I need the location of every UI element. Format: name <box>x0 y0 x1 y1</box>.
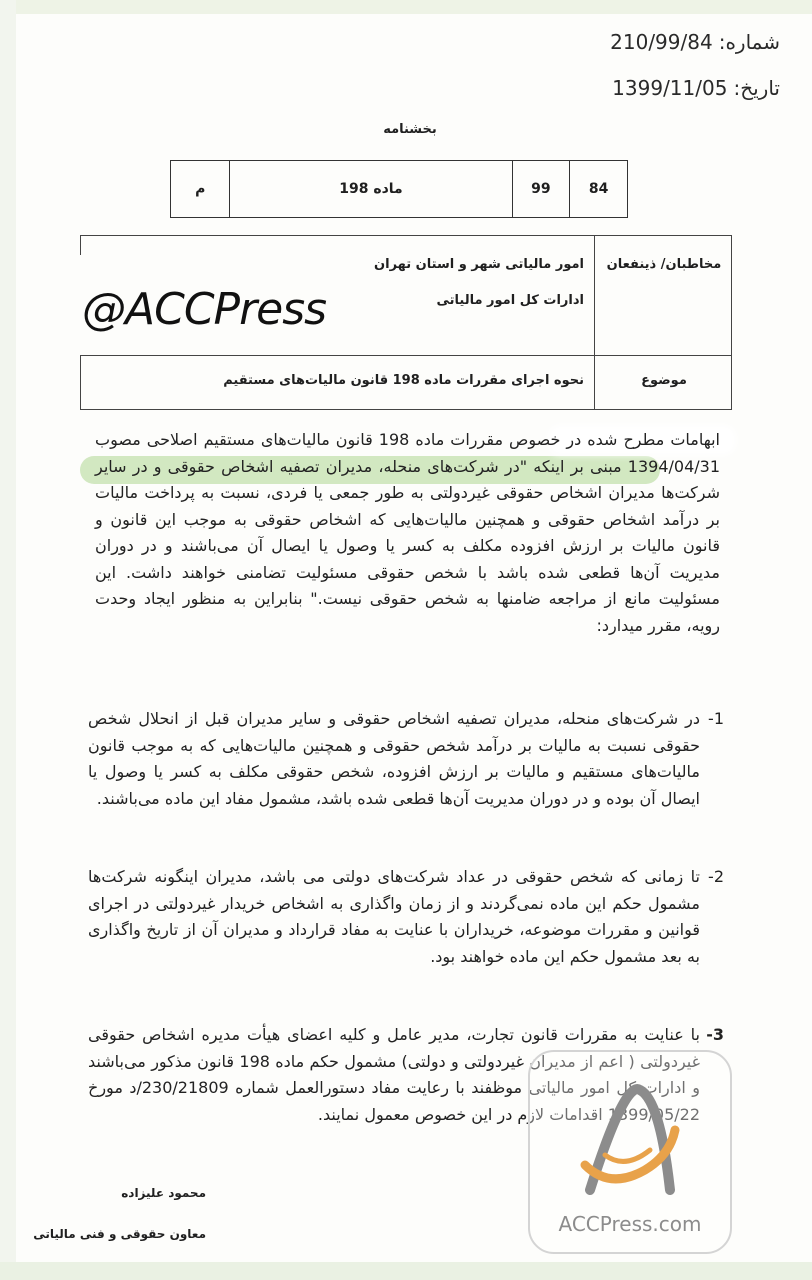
subject-text: نحوه اجرای مقررات ماده 198 قانون مالیات‌های مستقیم <box>223 373 584 388</box>
clause-text: تا زمانی که شخص حقوقی در عداد شرکت‌های دولتی می باشد، مدیران اینگونه شرکت‌ها مشمول حکم این ماده نمی‌گردند و از زمان واگذاری به اشخاص خریدار غیردولتی در اجرای قوانین و مقررات موضوعه، خریداران با عنایت به مفاد قرارداد و مدیران آن از تاریخ واگذاری به بعد مشمول حکم این ماده خواهند بود. <box>88 867 700 966</box>
letter-date-label: تاریخ: <box>733 76 780 100</box>
clause-1 <box>88 706 724 812</box>
logo-text: ACCPress.com <box>558 1212 702 1236</box>
accpress-logo <box>528 1050 732 1254</box>
clause-text: در شرکت‌های منحله، مدیران تصفیه اشخاص حقوقی و سایر مدیران قبل از انحلال شخص حقوقی نسبت به مالیات بر درآمد شخص حقوقی و همچنین مالیات‌هایی که به موجب قانون مالیات‌های مستقیم و مالیات بر ارزش افزوده، شخص حقوقی مکلف به کسر یا وصول یا ایصال آن بوده و در دوران مدیریت آن‌ها قطعی شده باشد، مشمول مفاد این ماده می‌باشند. <box>88 709 700 808</box>
code-cell-letter: م <box>171 161 230 218</box>
circular-code-table <box>170 160 628 218</box>
clause-number: -1 <box>708 709 724 728</box>
table-border <box>80 235 81 255</box>
letter-number <box>610 30 780 54</box>
logo-mark-icon <box>570 1070 690 1210</box>
document-type-title: بخشنامه <box>383 122 437 137</box>
table-border <box>80 355 81 410</box>
intro-paragraph: ابهامات مطرح شده در خصوص مقررات ماده 198 قانون مالیات‌های مستقیم اصلاحی مصوب 1394/04/31 مبنی بر اینکه "در شرکت‌های منحله، مدیران تصفیه اشخاص حقوقی و در سایر شرکت‌ها مدیران اشخاص حقوقی غیردولتی به طور جمعی یا فردی، نسبت به پرداخت مالیات بر درآمد اشخاص حقوقی و همچنین مالیات‌هایی که اشخاص حقوقی به موجب این قانون و قانون مالیات بر ارزش افزوده مکلف به کسر یا وصول یا ایصال آن می‌باشند و در دوران مدیریت آن‌ها قطعی شده باشد با شخص حقوقی مسئولیت تضامنی خواهند داشت. این مسئولیت مانع از مراجعه ضامنها به شخص حقوقی نیست." بنابراین به منظور ایجاد وحدت رویه، مقرر میدارد: <box>95 430 720 635</box>
letter-number-label: شماره: <box>718 30 780 54</box>
code-cell-series: 84 <box>570 161 628 218</box>
clause-number: -3 <box>706 1025 724 1044</box>
page-bottom-margin <box>0 1262 812 1280</box>
recipient-line-1: امور مالیاتی شهر و استان تهران <box>374 257 584 272</box>
letter-date-value: 1399/11/05 <box>612 76 728 100</box>
signatory-title: معاون حقوقی و فنی مالیاتی <box>33 1227 206 1241</box>
clause-text: با عنایت به مقررات قانون تجارت، مدیر عامل و کلیه اعضای هیأت مدیره اشخاص حقوقی غیردولتی ( اعم از مدیران غیردولتی و دولتی) مشمول حکم ماده 198 قانون مذکور می‌باشند و ادارات کل امور مالیاتی موظفند با رعایت مفاد دستورالعمل شماره 230/21809/د مورخ 1399/05/22 اقدامات لازم در این خصوص معمول نمایند. <box>88 1025 700 1124</box>
letter-number-value: 210/99/84 <box>610 30 713 54</box>
code-cell-article: ماده 198 <box>230 161 512 218</box>
signatory-name: محمود علیزاده <box>121 1186 206 1200</box>
clause-number: -2 <box>708 867 724 886</box>
letter-date <box>612 76 780 100</box>
watermark-handle: @ACCPress <box>82 284 327 335</box>
code-cell-year: 99 <box>512 161 570 218</box>
recipient-line-2: ادارات کل امور مالیاتی <box>436 293 584 308</box>
page-top-margin <box>0 0 812 14</box>
subject-label: موضوع <box>641 373 687 388</box>
clause-2 <box>88 864 724 970</box>
recipients-label: مخاطبان/ ذینفعان <box>606 257 722 272</box>
page-left-margin <box>0 0 16 1280</box>
